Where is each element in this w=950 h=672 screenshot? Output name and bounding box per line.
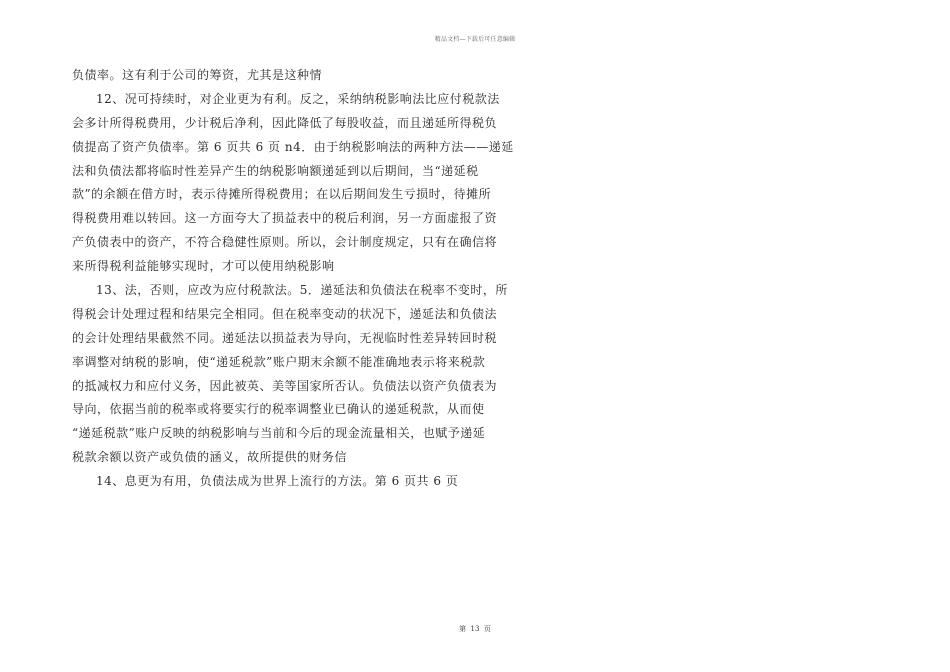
paragraph-line: 13、法，否则，应改为应付税款法。5．递延法和负债法在税率不变时，所 <box>96 283 508 298</box>
document-body <box>72 64 514 494</box>
paragraph-line: 14、息更为有用，负债法成为世界上流行的方法。第 6 页共 6 页 <box>96 474 459 489</box>
text-line: 款”的余额在借方时，表示待摊所得税费用；在以后期间发生亏损时，待摊所 <box>72 187 492 202</box>
text-line: 法和负债法都将临时性差异产生的纳税影响额递延到以后期间，当“递延税 <box>72 163 479 178</box>
text-line: 税款余额以资产或负债的涵义，故所提供的财务信 <box>72 450 348 465</box>
paragraph-line: 12、况可持续时，对企业更为有利。反之，采纳纳税影响法比应付税款法 <box>96 91 500 106</box>
text-line: 的会计处理结果截然不同。递延法以损益表为导向，无视临时性差异转回时税 <box>72 330 498 345</box>
text-line: 会多计所得税费用，少计税后净利，因此降低了每股收益，而且递延所得税负 <box>72 115 498 130</box>
text-line: 得税费用难以转回。这一方面夸大了损益表中的税后利润，另一方面虚报了资 <box>72 211 498 226</box>
text-line: 率调整对纳税的影响，使“递延税款”账户期末余额不能准确地表示将来税款 <box>72 354 486 369</box>
text-line: 来所得税利益能够实现时，才可以使用纳税影响 <box>72 259 335 274</box>
text-line: 得税会计处理过程和结果完全相同。但在税率变动的状况下，递延法和负债法 <box>72 306 498 321</box>
text-line: 负债率。这有利于公司的筹资，尤其是这种情 <box>72 68 323 82</box>
header-note: 精品文档—下载后可任意编辑 <box>434 36 516 43</box>
page-number: 第 13 页 <box>459 625 491 633</box>
text-line: “递延税款”账户反映的纳税影响与当前和今后的现金流量相关，也赋予递延 <box>72 426 486 441</box>
text-line: 的抵减权力和应付义务，因此被英、美等国家所否认。负债法以资产负债表为 <box>72 378 498 393</box>
text-line: 债提高了资产负债率。第 6 页共 6 页 n4．由于纳税影响法的两种方法——递延 <box>72 139 514 154</box>
text-line: 导向，依据当前的税率或将要实行的税率调整业已确认的递延税款，从而使 <box>72 402 485 417</box>
text-line: 产负债表中的资产，不符合稳健性原则。所以，会计制度规定，只有在确信将 <box>72 235 498 250</box>
